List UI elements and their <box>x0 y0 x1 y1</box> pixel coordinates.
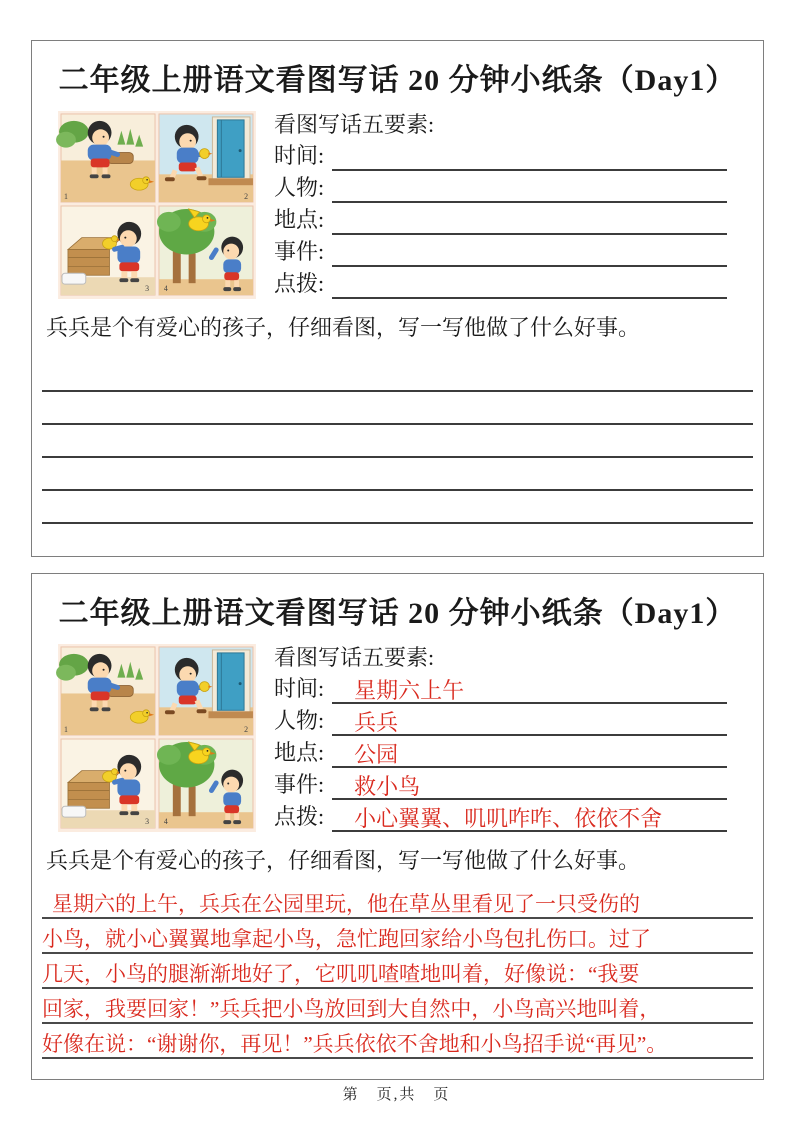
writing-prompt: 兵兵是个有爱心的孩子，仔细看图，写一写他做了什么好事。 <box>46 848 641 873</box>
place-label: 地点: <box>274 740 325 765</box>
field-row-event <box>274 235 727 267</box>
five-elements-heading: 看图写话五要素: <box>274 645 435 670</box>
field-row-person <box>274 171 727 203</box>
field-row-tips <box>274 800 727 832</box>
person-answer[interactable]: 兵兵 <box>332 707 727 736</box>
panel-content-row <box>56 644 739 832</box>
event-label: 事件: <box>274 239 325 264</box>
person-label: 人物: <box>274 175 325 200</box>
answer-line[interactable]: 好像在说：“谢谢你，再见！”兵兵依依不舍地和小鸟招手说“再见”。 <box>42 1024 753 1059</box>
panel-title: 二年级上册语文看图写话 20 分钟小纸条（Day1） <box>58 64 737 97</box>
field-row-person <box>274 704 727 736</box>
writing-prompt: 兵兵是个有爱心的孩子，仔细看图，写一写他做了什么好事。 <box>46 315 641 340</box>
time-input-line[interactable] <box>332 142 727 171</box>
writing-line[interactable] <box>42 491 753 524</box>
story-comic-image <box>56 644 258 832</box>
place-input-line[interactable] <box>332 206 727 235</box>
field-row-event <box>274 768 727 800</box>
place-answer[interactable]: 公园 <box>332 739 727 768</box>
answer-line[interactable]: 回家，我要回家！”兵兵把小鸟放回到大自然中，小鸟高兴地叫着， <box>42 989 753 1024</box>
five-elements-form <box>274 644 739 832</box>
answer-line[interactable]: 星期六的上午，兵兵在公园里玩，他在草丛里看见了一只受伤的 <box>42 884 753 919</box>
five-elements-form <box>274 111 739 299</box>
panel-content-row <box>56 111 739 299</box>
field-row-place <box>274 203 727 235</box>
field-row-place <box>274 736 727 768</box>
tips-label: 点拨: <box>274 271 325 296</box>
page-footer: 第 页,共 页 <box>342 1087 451 1103</box>
tips-answer[interactable]: 小心翼翼、叽叽咋咋、依依不舍 <box>332 803 727 832</box>
event-input-line[interactable] <box>332 238 727 267</box>
answer-line[interactable]: 小鸟，就小心翼翼地拿起小鸟，急忙跑回家给小鸟包扎伤口。过了 <box>42 919 753 954</box>
writing-area <box>42 359 753 524</box>
place-label: 地点: <box>274 207 325 232</box>
time-label: 时间: <box>274 143 325 168</box>
field-row-tips <box>274 267 727 299</box>
story-comic-image <box>56 111 258 299</box>
worksheet-panel-blank <box>31 40 764 557</box>
five-elements-heading: 看图写话五要素: <box>274 112 435 137</box>
writing-line[interactable] <box>42 359 753 392</box>
answer-area <box>42 884 753 1059</box>
answer-line[interactable]: 几天，小鸟的腿渐渐地好了，它叽叽喳喳地叫着，好像说：“我要 <box>42 954 753 989</box>
field-row-time <box>274 139 727 171</box>
writing-line[interactable] <box>42 458 753 491</box>
writing-line[interactable] <box>42 425 753 458</box>
event-label: 事件: <box>274 772 325 797</box>
panel-title: 二年级上册语文看图写话 20 分钟小纸条（Day1） <box>58 597 737 630</box>
person-label: 人物: <box>274 708 325 733</box>
event-answer[interactable]: 救小鸟 <box>332 771 727 800</box>
worksheet-panel-answer <box>31 573 764 1080</box>
tips-input-line[interactable] <box>332 270 727 299</box>
field-row-time <box>274 672 727 704</box>
person-input-line[interactable] <box>332 174 727 203</box>
tips-label: 点拨: <box>274 804 325 829</box>
writing-line[interactable] <box>42 392 753 425</box>
time-answer[interactable]: 星期六上午 <box>332 675 727 704</box>
time-label: 时间: <box>274 676 325 701</box>
